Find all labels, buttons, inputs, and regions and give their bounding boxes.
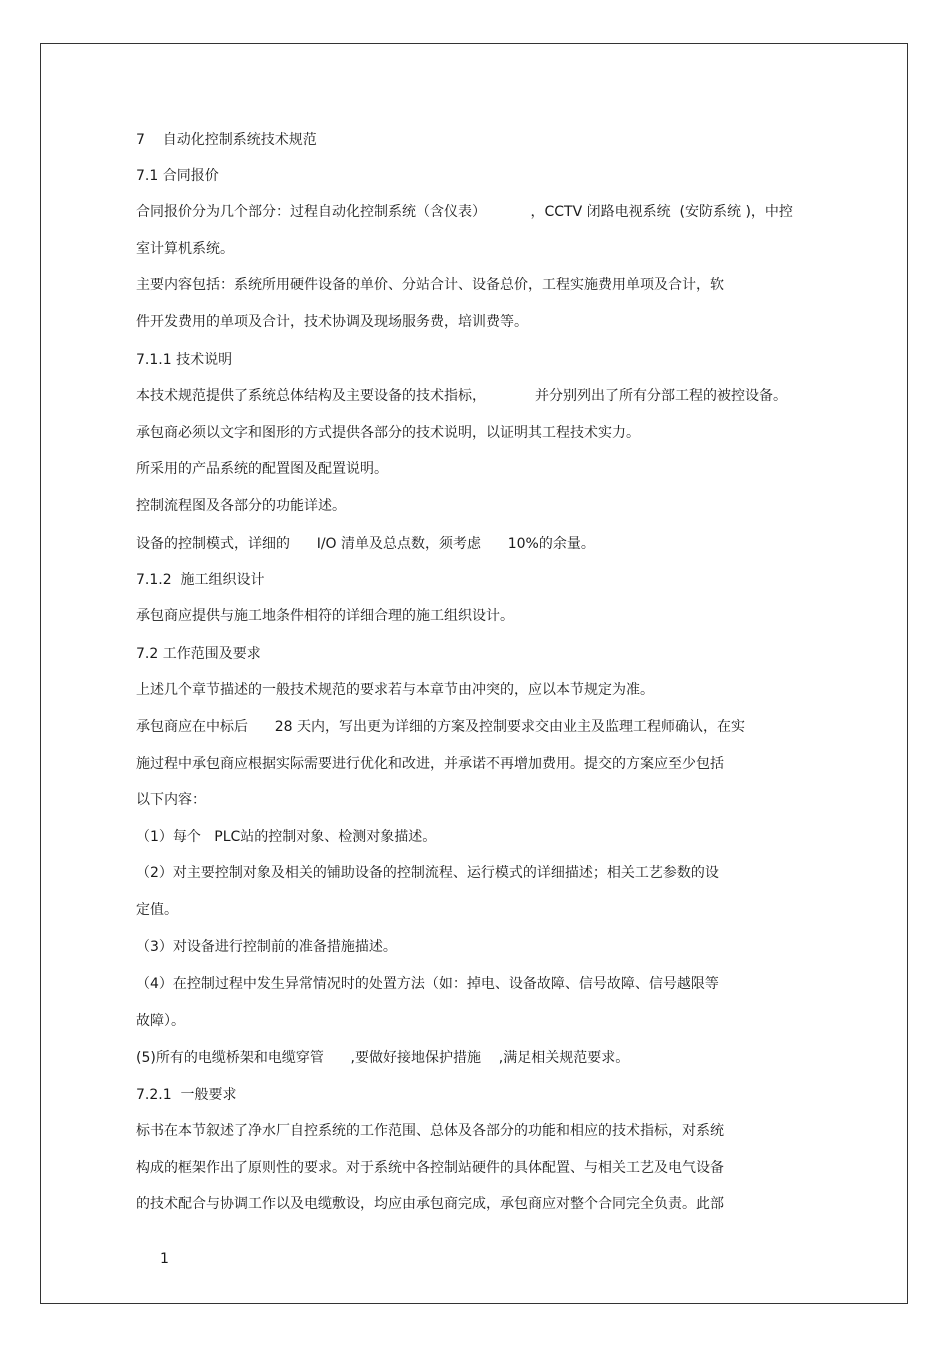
- paragraph-line: 件开发费用的单项及合计，技术协调及现场服务费，培训费等。: [136, 314, 528, 330]
- heading-7-2-1: 7.2.1 一般要求: [136, 1087, 237, 1103]
- list-item: （4）在控制过程中发生异常情况时的处置方法（如：掉电、设备故障、信号故障、信号越限等: [136, 976, 719, 992]
- page-border: [40, 43, 908, 1304]
- paragraph-line: 以下内容：: [136, 792, 206, 808]
- page-number: 1: [160, 1251, 169, 1267]
- paragraph-line: 合同报价分为几个部分：过程自动化控制系统（含仪表） ，CCTV 闭路电视系统 (安防系统 )，中控: [136, 204, 793, 220]
- list-item: （2）对主要控制对象及相关的铺助设备的控制流程、运行模式的详细描述；相关工艺参数的设: [136, 865, 719, 881]
- list-item-continued: 故障）。: [136, 1013, 185, 1029]
- paragraph-line: 上述几个章节描述的一般技术规范的要求若与本章节由冲突的，应以本节规定为准。: [136, 682, 654, 698]
- paragraph-line: 承包商应提供与施工地条件相符的详细合理的施工组织设计。: [136, 608, 514, 624]
- paragraph-line: 所采用的产品系统的配置图及配置说明。: [136, 461, 388, 477]
- paragraph-line: 施过程中承包商应根据实际需要进行优化和改进，并承诺不再增加费用。提交的方案应至少包括: [136, 756, 724, 772]
- list-item: （1）每个 PLC站的控制对象、检测对象描述。: [136, 829, 437, 845]
- paragraph-line: 本技术规范提供了系统总体结构及主要设备的技术指标， 并分别列出了所有分部工程的被控设备。: [136, 388, 787, 404]
- list-item-continued: 定值。: [136, 902, 178, 918]
- paragraph-line: 构成的框架作出了原则性的要求。对于系统中各控制站硬件的具体配置、与相关工艺及电气设备: [136, 1160, 724, 1176]
- list-item: （3）对设备进行控制前的准备措施描述。: [136, 939, 397, 955]
- paragraph-line: 承包商应在中标后 28 天内，写出更为详细的方案及控制要求交由业主及监理工程师确认，在实: [136, 719, 745, 735]
- paragraph-line: 设备的控制模式，详细的 I/O 清单及总点数，须考虑 10%的余量。: [136, 536, 595, 552]
- paragraph-line: 的技术配合与协调工作以及电缆敷设，均应由承包商完成，承包商应对整个合同完全负责。此部: [136, 1196, 724, 1212]
- list-item: (5)所有的电缆桥架和电缆穿管 ,要做好接地保护措施 ,满足相关规范要求。: [136, 1050, 630, 1066]
- paragraph-line: 标书在本节叙述了净水厂自控系统的工作范围、总体及各部分的功能和相应的技术指标，对系统: [136, 1123, 724, 1139]
- paragraph-line: 室计算机系统。: [136, 241, 234, 257]
- heading-7-1-2: 7.1.2 施工组织设计: [136, 572, 265, 588]
- paragraph-line: 承包商必须以文字和图形的方式提供各部分的技术说明，以证明其工程技术实力。: [136, 425, 640, 441]
- paragraph-line: 主要内容包括：系统所用硬件设备的单价、分站合计、设备总价，工程实施费用单项及合计，软: [136, 277, 724, 293]
- paragraph-line: 控制流程图及各部分的功能详述。: [136, 498, 346, 514]
- heading-7-1-1: 7.1.1 技术说明: [136, 352, 233, 368]
- heading-7-1: 7.1 合同报价: [136, 168, 219, 184]
- heading-7: 7 自动化控制系统技术规范: [136, 132, 317, 148]
- heading-7-2: 7.2 工作范围及要求: [136, 646, 261, 662]
